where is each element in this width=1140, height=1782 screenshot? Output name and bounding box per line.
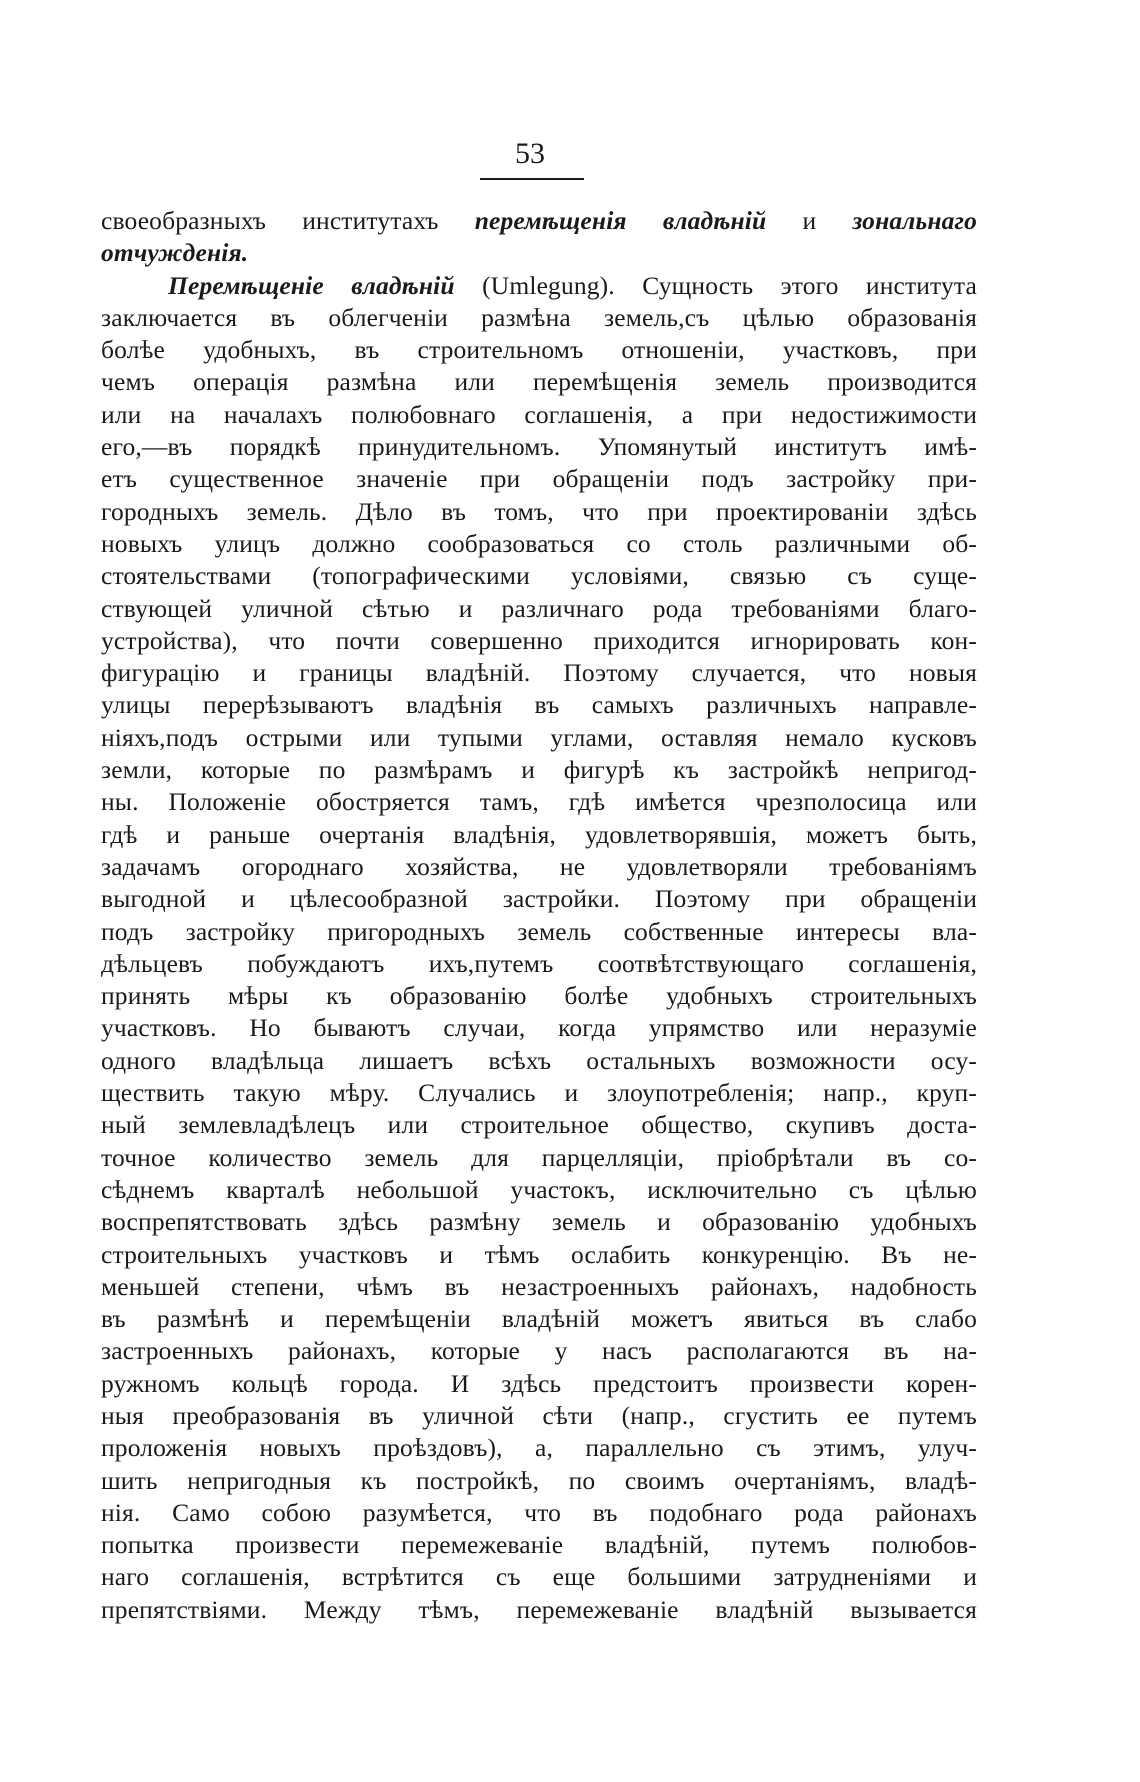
text-line [101, 1400, 977, 1432]
text-run: воспрепятствовать здѣсь размѣну земель и образованію удобныхъ [101, 1207, 977, 1237]
text-run: земли, которые по размѣрамъ и фигурѣ къ застройкѣ непригод- [101, 755, 977, 785]
body-text [101, 205, 977, 1626]
text-line [101, 786, 977, 818]
text-line [101, 1303, 977, 1335]
text-line [101, 625, 977, 657]
text-line [101, 1368, 977, 1400]
text-run: ный землевладѣлецъ или строительное общество, скупивъ доста- [101, 1110, 977, 1140]
italic-term: Перемѣщеніе владѣній [168, 270, 455, 300]
text-run: принять мѣры къ образованію болѣе удобныхъ строительныхъ [101, 981, 977, 1011]
text-line [101, 1432, 977, 1464]
text-run: задачамъ огороднаго хозяйства, не удовлетворяли требованіямъ [101, 851, 977, 881]
text-line [101, 1109, 977, 1141]
text-line [101, 302, 977, 334]
text-run: ны. Положеніе обостряется тамъ, гдѣ имѣется чрезполосица или [101, 787, 977, 817]
text-run: или на началахъ полюбовнаго соглашенія, а при недостижимости [101, 399, 977, 429]
text-run: стоятельствами (топографическими условіями, связью съ суще- [101, 561, 977, 591]
text-line [101, 205, 977, 237]
text-run: попытка произвести перемежеваніе владѣній, путемъ полюбов- [101, 1530, 977, 1560]
text-line [101, 496, 977, 528]
text-run: и [766, 206, 853, 235]
text-line [101, 1206, 977, 1238]
text-run: улицы перерѣзываютъ владѣнія въ самыхъ различныхъ направле- [101, 690, 977, 720]
text-line [101, 1174, 977, 1206]
text-run: наго соглашенія, встрѣтится съ еще большими затрудненіями и [101, 1562, 977, 1592]
text-line [101, 1594, 977, 1626]
text-line [101, 1239, 977, 1271]
text-line [101, 948, 977, 980]
text-run: ружномъ кольцѣ города. И здѣсь предстоитъ произвести корен- [101, 1368, 977, 1398]
text-run: шить непригодныя къ постройкѣ, по своимъ очертаніямъ, владѣ- [101, 1465, 977, 1495]
text-line [101, 722, 977, 754]
text-line [101, 366, 977, 398]
text-run: участковъ. Но бываютъ случаи, когда упрямство или неразуміе [101, 1013, 977, 1043]
text-run: одного владѣльца лишаетъ всѣхъ остальныхъ возможности осу- [101, 1045, 977, 1075]
text-line [101, 431, 977, 463]
text-run: строительныхъ участковъ и тѣмъ ослабить конкуренцію. Въ не- [101, 1239, 977, 1269]
text-line [101, 270, 977, 302]
text-line [101, 1465, 977, 1497]
text-line [101, 237, 977, 269]
text-run: нія. Само собою разумѣется, что въ подобнаго рода районахъ [101, 1497, 977, 1527]
italic-term: отчужденія. [101, 238, 249, 268]
text-line [101, 593, 977, 625]
text-line [101, 980, 977, 1012]
italic-term: перемѣщенія владѣній [474, 206, 767, 235]
text-line [101, 1529, 977, 1561]
text-line [101, 1077, 977, 1109]
italic-term: зональнаго [852, 206, 977, 235]
text-run: новыхъ улицъ должно сообразоваться со столь различными об- [101, 528, 977, 558]
text-run: фигурацію и границы владѣній. Поэтому случается, что новыя [101, 658, 977, 688]
text-line [101, 1012, 977, 1044]
text-line [101, 689, 977, 721]
text-line [101, 1561, 977, 1593]
text-line [101, 1142, 977, 1174]
text-run: (Umlegung). Сущность этого института [454, 270, 977, 300]
text-line [101, 819, 977, 851]
text-run: своеобразныхъ институтахъ [101, 206, 475, 235]
text-run: сѣднемъ кварталѣ небольшой участокъ, исключительно съ цѣлью [101, 1174, 977, 1204]
text-run: выгодной и цѣлесообразной застройки. Поэтому при обращеніи [101, 884, 977, 914]
text-run: болѣе удобныхъ, въ строительномъ отношеніи, участковъ, при [101, 335, 977, 365]
page-number-rule [480, 178, 584, 180]
text-run: точное количество земель для парцелляціи, пріобрѣтали въ со- [101, 1142, 977, 1172]
text-run: ныя преобразованія въ уличной сѣти (напр., сгустить ее путемъ [101, 1400, 977, 1430]
text-line [101, 463, 977, 495]
text-line [101, 657, 977, 689]
text-line [101, 528, 977, 560]
text-line [101, 754, 977, 786]
text-run: меньшей степени, чѣмъ въ незастроенныхъ районахъ, надобность [101, 1271, 977, 1301]
text-line [101, 851, 977, 883]
text-line [101, 399, 977, 431]
text-run: городныхъ земель. Дѣло въ томъ, что при проектированіи здѣсь [101, 496, 977, 526]
text-run: въ размѣнѣ и перемѣщеніи владѣній можетъ явиться въ слабо [101, 1304, 977, 1334]
text-line [101, 1335, 977, 1367]
text-run: заключается въ облегченіи размѣна земель,съ цѣлью образованія [101, 302, 977, 332]
text-run: проложенія новыхъ проѣздовъ), а, параллельно съ этимъ, улуч- [101, 1433, 977, 1463]
text-run: подъ застройку пригородныхъ земель собственные интересы вла- [101, 916, 977, 946]
text-run: застроенныхъ районахъ, которые у насъ располагаются въ на- [101, 1336, 977, 1366]
text-line [101, 1045, 977, 1077]
text-run: устройства), что почти совершенно приходится игнорировать кон- [101, 625, 977, 655]
text-line [101, 883, 977, 915]
text-run: ществить такую мѣру. Случались и злоупотребленія; напр., круп- [101, 1078, 977, 1108]
text-line [101, 1271, 977, 1303]
text-run: его,—въ порядкѣ принудительномъ. Упомянутый институтъ имѣ- [101, 432, 977, 462]
text-run: ствующей уличной сѣтью и различнаго рода требованіями благо- [101, 593, 977, 623]
text-line [101, 334, 977, 366]
text-line [101, 916, 977, 948]
text-run: чемъ операція размѣна или перемѣщенія земель производится [101, 367, 977, 397]
text-run: етъ существенное значеніе при обращеніи подъ застройку при- [101, 464, 977, 494]
text-run: препятствіями. Между тѣмъ, перемежеваніе владѣній вызывается [101, 1594, 977, 1624]
page-number: 53 [515, 137, 545, 170]
text-run: гдѣ и раньше очертанія владѣнія, удовлетворявшія, можетъ быть, [101, 819, 977, 849]
text-run: дѣльцевъ побуждаютъ ихъ,путемъ соотвѣтствующаго соглашенія, [101, 948, 977, 978]
text-line [101, 560, 977, 592]
text-line [101, 1497, 977, 1529]
text-run: ніяхъ,подъ острыми или тупыми углами, оставляя немало кусковъ [101, 722, 977, 752]
